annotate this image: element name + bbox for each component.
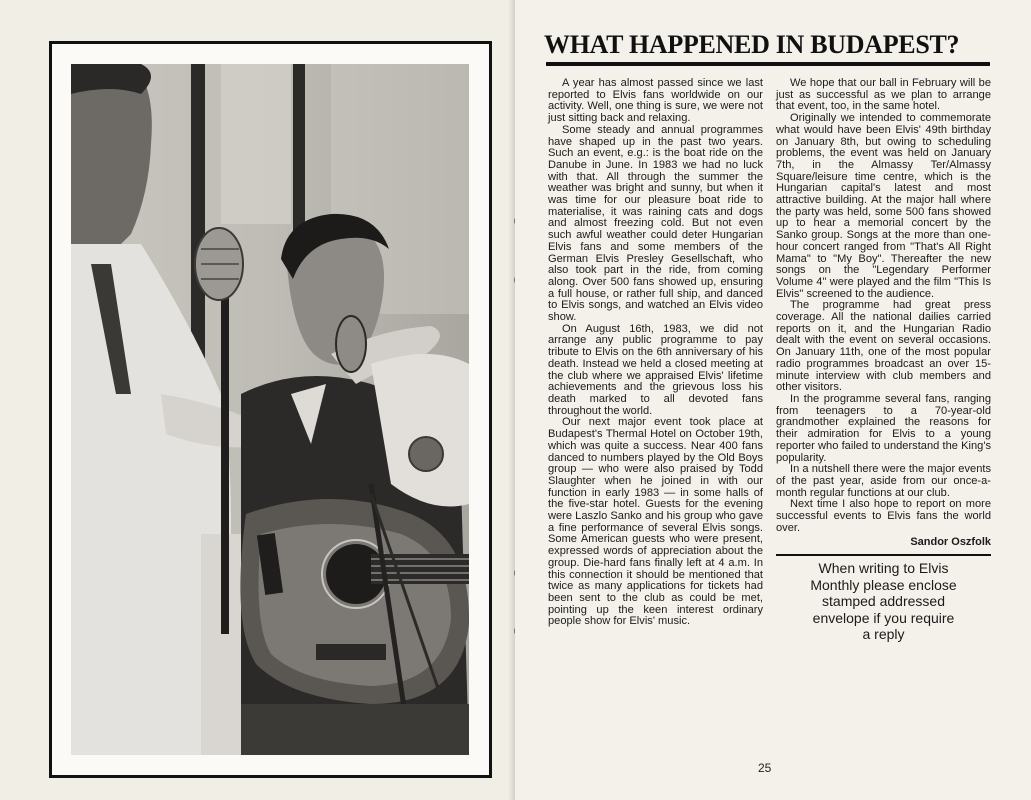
badge	[409, 437, 443, 471]
paragraph: Our next major event took place at Budapest's Thermal Hotel on October 19th, which was quite a success. Near 400 fans danced to numbers played by the Old Boys group — who were also praised by Todd Slaughter when he joined in with our function in early 1983 — in some halls of the five-star hotel. Guests for the evening were Laszlo Sanko and his group who gave a fine performance of several Elvis songs. Some American guests who were present, expressed words of appreciation about the group. Die-hard fans finally left at 4 a.m. In this connection it should be mentioned that twice as many applications for tickets had been sent to the club as could be met, pointing up the keen interest ordinary people show for Elvis' music.	[548, 416, 763, 628]
paragraph: On August 16th, 1983, we did not arrange any public programme to pay tribute to Elvis on the 6th anniversary of his death. Instead we held a closed meeting at the club where we appraised Elvis' lifetime achievements and the grievous loss his death marked to all devoted fans throughout the world.	[548, 322, 763, 417]
elvis-photo	[71, 64, 469, 755]
page-number: 25	[758, 761, 772, 775]
headline-rule	[546, 62, 990, 66]
paragraph: A year has almost passed since we last reported to Elvis fans worldwide on our activity. Well, one thing is sure, we were not just sitting back and relaxing.	[548, 77, 763, 125]
notice-rule	[776, 554, 991, 556]
article-column-left	[548, 78, 763, 628]
author-signature: Sandor Oszfolk	[910, 536, 991, 549]
paragraph: In a nutshell there were the major events of the past year, aside from our once-a-month regular functions at our club.	[776, 463, 991, 499]
article-column-right	[776, 78, 991, 643]
left-page	[0, 0, 515, 800]
photo-illustration	[71, 64, 469, 755]
paragraph: The programme had great press coverage. All the national dailies carried reports on it, and the Hungarian Radio dealt with the event on several occasions. On January 11th, one of the most popular radio programmes broadcast an over 15-minute interview with club members and other visitors.	[776, 299, 991, 394]
notice-line: a reply	[862, 626, 905, 643]
backdrop-pole-right	[293, 64, 305, 234]
paragraph: Next time I also hope to report on more successful events to Elvis fans the world over.	[776, 498, 991, 534]
notice-line: stamped addressed	[822, 593, 945, 610]
guitar-bridge	[316, 644, 386, 660]
photo-frame	[49, 41, 492, 778]
notice-line: Monthly please enclose	[810, 576, 957, 593]
article-headline: WHAT HAPPENED IN BUDAPEST?	[544, 30, 960, 59]
microphone-center	[336, 316, 366, 372]
notice-line: When writing to Elvis	[818, 560, 949, 577]
paragraph: Some steady and annual programmes have shaped up in the past two years. Such an event, e.g.: is the boat ride on the Danube in June. In 1983 we had no luck with that. All through the summer the weather was bright and sunny, but when it was time for our pleasure boat ride to materialise, it was raining cats and dogs and almost freezing cold. But not even such awful weather could deter Hungarian Elvis fans and some members of the German Elvis Presley Gesellschaft, who also took part in the ride, from coming along. Over 500 fans showed up, ensuring a full house, or rather full ship, and danced to Elvis songs, and watched an Elvis video show.	[548, 123, 763, 324]
paragraph: Originally we intended to commemorate what would have been Elvis' 49th birthday on January 8th, but owing to scheduling problems, the event was held on January 7th, in the Almassy Ter/Almassy Square/leisure time centre, which is the Hungarian capital's latest and most attractive building. At the major hall where the party was held, some 500 fans showed up to hear a memorial concert by the Sanko group. Songs at the more than one-hour concert ranged from "That's All Right Mama" to "My Boy". Thereafter the new songs on the "Legendary Performer Volume 4" were played and the film "This Is Elvis" screened to the audience.	[776, 112, 991, 300]
paragraph: We hope that our ball in February will be just as successful as we plan to arrange that event, too, in the same hotel.	[776, 77, 991, 113]
paragraph: In the programme several fans, ranging from teenagers to a 70-year-old grandmother explained the reasons for their admiration for Elvis to a young reporter who failed to understand the King's popularity.	[776, 392, 991, 464]
notice-line: envelope if you require	[812, 609, 955, 626]
writing-notice	[776, 560, 991, 643]
